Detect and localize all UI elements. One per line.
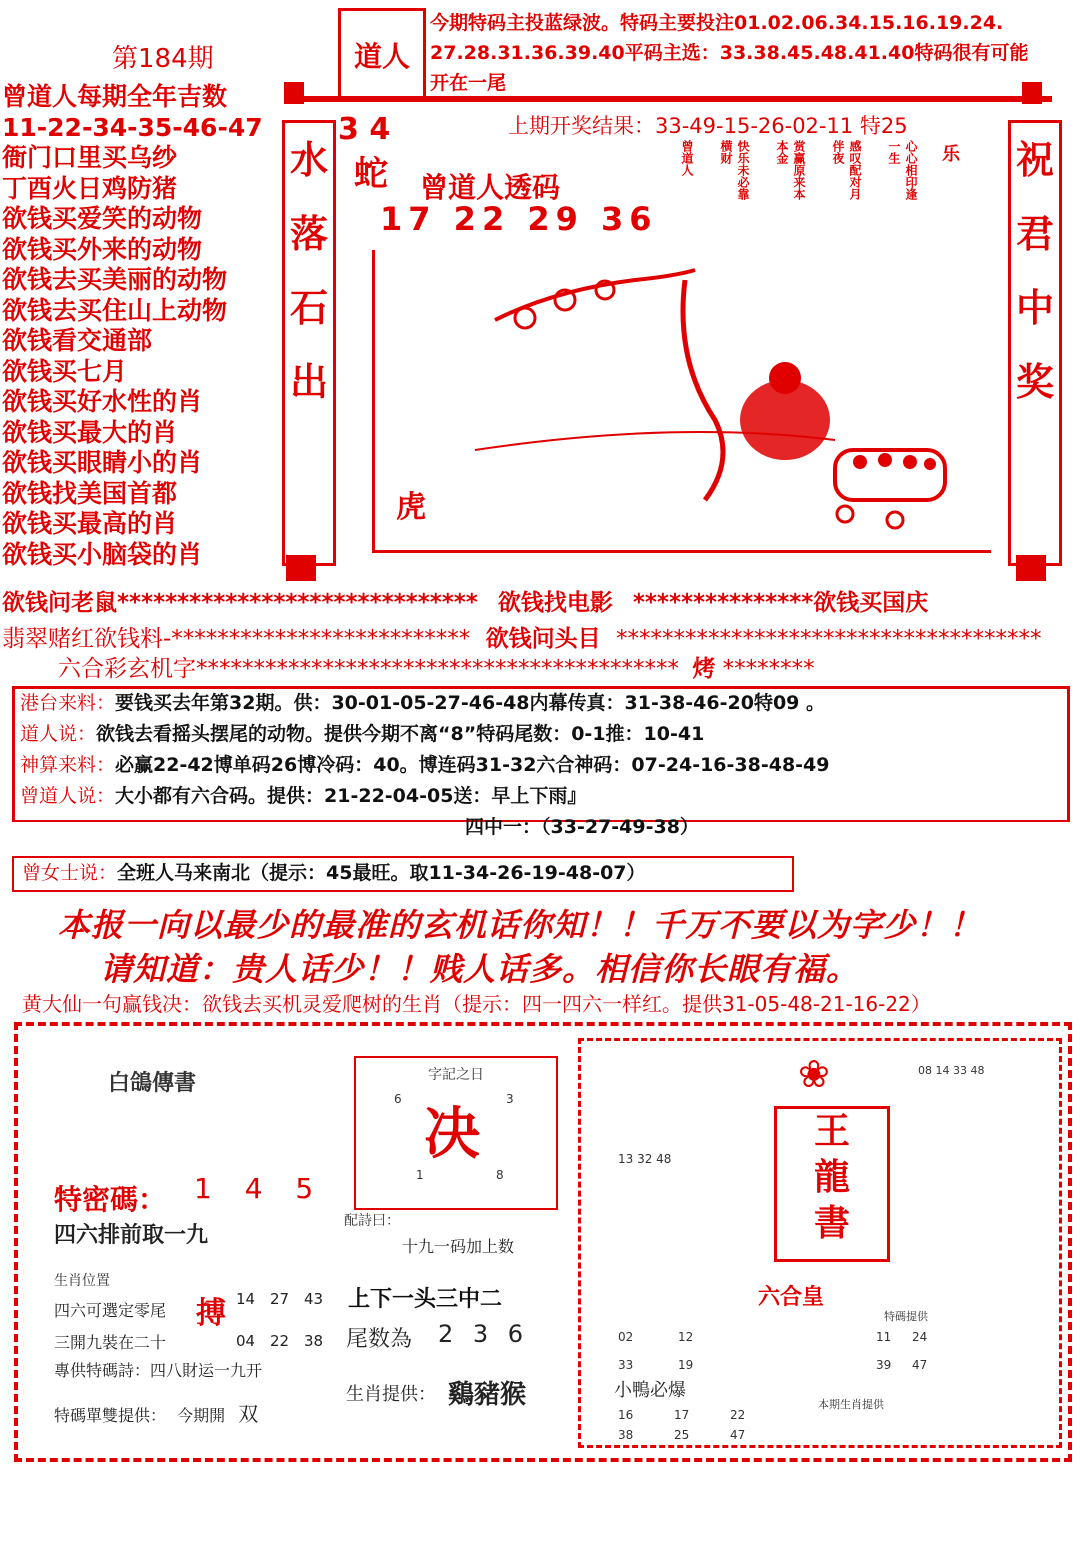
header-line: 27.28.31.36.39.40平码主选：33.38.45.48.41.40特码很有可能: [430, 42, 1029, 64]
wang-char: 書: [813, 1203, 850, 1244]
last-result: 上期开奖结果：33-49-15-26-02-11 特25: [508, 114, 908, 138]
jue-panel: [354, 1056, 558, 1210]
banner-char: 奖: [1015, 360, 1054, 404]
ask-text: 六合彩玄机字******************************************: [58, 656, 679, 682]
info-row: [14, 858, 792, 889]
info-key: 曾女士说：: [22, 862, 118, 884]
liuhe-title: 六合皇: [758, 1285, 825, 1310]
special-code-label: 特碼提供: [884, 1310, 928, 1323]
right-number-grid-2: [876, 1330, 948, 1372]
ask-text: 翡翠赌红欲钱料-**************************: [2, 626, 471, 652]
ask-text: ***************欲钱买国庆: [632, 590, 929, 616]
left-lucky-numbers: 11-22-34-35-46-47: [2, 112, 263, 142]
info-key: 神算来料：: [20, 754, 116, 776]
verse-line: 曾道人: [680, 140, 694, 176]
info-value: 必赢22-42博单码26博冷码：40。博连码31-32六合神码：07-24-16-38-48-49: [115, 754, 830, 776]
grid-number: 33: [618, 1358, 634, 1372]
jue-title: 字記之日: [428, 1067, 484, 1083]
zodiac-position-label: 生肖位置: [54, 1273, 110, 1289]
huang-daxian-line: 黄大仙一句赢钱决：欲钱去买机灵爱爬树的生肖（提示：四一四六一样红。提供31-05-48-21-16-22）: [22, 992, 931, 1016]
zodiac-tiger: 虎: [396, 490, 426, 525]
verse-block: [680, 140, 960, 210]
header-line: 开在一尾: [430, 72, 507, 94]
grid-number: 17: [674, 1408, 690, 1422]
riddle-item: 丁酉火日鸡防猪: [2, 173, 178, 203]
top-right-numbers: 08 14 33 48: [918, 1064, 985, 1077]
grid-number: 04: [236, 1332, 256, 1350]
grid-number: 25: [674, 1428, 690, 1442]
riddle-item: 欲钱去买住山上动物: [2, 295, 228, 325]
odd-even-label: 特碼單雙提供：: [54, 1406, 167, 1425]
ask-text: 烤: [692, 656, 716, 682]
scene-numbers: 17 22 29 36: [380, 200, 658, 238]
riddle-item: 欲钱买外来的动物: [2, 234, 203, 264]
info-box-2: [12, 856, 794, 892]
ask-line-2: [2, 620, 1041, 653]
info-row: [20, 750, 1060, 781]
info-row: [20, 812, 1060, 843]
riddle-item: 欲钱买最大的肖: [2, 417, 178, 447]
white-dove-title: 白鴿傳書: [108, 1071, 197, 1096]
ask-line-1: [2, 584, 928, 617]
left-vertical-banner: [282, 120, 336, 566]
info-box-lines: [20, 688, 1060, 843]
rule-line: 專供特碼詩：四八財运一九开: [54, 1361, 263, 1380]
grid-number: 43: [304, 1290, 324, 1308]
flower-icon: ❀: [798, 1052, 830, 1096]
right-vertical-banner: [1008, 120, 1062, 566]
grid-number: 14: [236, 1290, 256, 1308]
top-numbers: 3 4: [338, 112, 391, 147]
grid-number: 47: [730, 1428, 746, 1442]
info-value: 要钱买去年第32期。供：30-01-05-27-46-48内幕传真：31-38-46-20特09 。: [115, 692, 826, 714]
info-key: 曾道人说：: [20, 785, 116, 807]
zodiac-tip-label: 生肖提供：: [346, 1384, 436, 1405]
frame-cap-left: [284, 82, 304, 104]
banner-char: 君: [1015, 212, 1054, 256]
riddle-item: 欲钱买七月: [2, 356, 128, 386]
logo-text: 道人: [353, 40, 410, 73]
riddle-item: 欲钱买最高的肖: [2, 509, 178, 538]
grid-number: 02: [618, 1330, 634, 1344]
fisherman-illustration: [375, 250, 991, 550]
wang-block: [774, 1106, 890, 1262]
tm-label: 特密碼：: [54, 1183, 167, 1216]
odd-even-value: 双: [238, 1402, 259, 1426]
rule-line: 三開九裝在二十: [54, 1333, 167, 1352]
grid-number: 39: [876, 1358, 892, 1372]
frame-top-bar: [284, 96, 1052, 102]
banner-base-left: [286, 555, 316, 581]
zodiac-provide-label: 本期生肖提供: [818, 1398, 884, 1411]
banner-char: 祝: [1015, 138, 1054, 182]
wang-char: 王: [813, 1111, 850, 1152]
poem-label: 配詩曰：: [344, 1213, 400, 1229]
ask-text: 欲钱问头目: [485, 626, 601, 652]
slogan-1: 本报一向以最少的最准的玄机话你知！！千万不要以为字少！！: [58, 906, 983, 944]
grid-number: 12: [678, 1330, 694, 1344]
info-value: 全班人马来南北（提示：45最旺。取11-34-26-19-48-07）: [117, 862, 646, 884]
fu-char: 搏: [196, 1296, 226, 1331]
banner-char: 石: [289, 286, 328, 330]
jue-number: 1: [416, 1168, 424, 1182]
issue-number: 第184期: [112, 44, 214, 74]
verse-tag: 乐: [942, 144, 960, 165]
info-value: 欲钱去看摇头摆尾的动物。提供今期不离“8”特码尾数：0-1推：10-41: [96, 723, 705, 745]
daoren-logo: [338, 8, 426, 102]
tail-numbers: 2 3 6: [438, 1320, 530, 1348]
ask-line-3: [58, 650, 815, 683]
header-line: 今期特码主投蓝绿波。特码主要投注01.02.06.34.15.16.19.24.: [430, 12, 1004, 34]
grid-number: 19: [678, 1358, 694, 1372]
jue-number: 6: [394, 1092, 402, 1106]
header-announcement: [430, 8, 1070, 98]
bottom-number-grid: [618, 1408, 786, 1442]
riddle-item: 欲钱买眼睛小的肖: [2, 448, 203, 477]
riddle-item: 欲钱买爱笑的动物: [2, 204, 203, 233]
tm-numbers: 1 4 5: [194, 1172, 326, 1205]
info-key: 道人说：: [20, 723, 97, 745]
verse-line: 感叹配对月伴夜: [831, 140, 862, 200]
number-grid: [236, 1290, 334, 1350]
riddle-item: 欲钱看交通部: [2, 326, 153, 355]
odd-even-prefix: 今期開: [177, 1406, 226, 1425]
xiaoya-label: 小鴨必爆: [614, 1380, 686, 1401]
white-dove-panel: [48, 1066, 298, 1166]
grid-number: 27: [270, 1290, 290, 1308]
riddle-item: 欲钱去买美丽的动物: [2, 265, 228, 294]
ask-text: *************************************: [615, 626, 1042, 652]
bottom-section: [14, 1022, 1072, 1462]
riddle-item: 欲钱买好水性的肖: [2, 387, 203, 416]
tm-rule: 四六排前取一九: [54, 1223, 209, 1248]
riddle-item: 衙门口里买乌纱: [2, 143, 178, 172]
wang-char: 龍: [813, 1157, 850, 1198]
riddle-item: 欲钱找美国首都: [2, 478, 178, 508]
odd-even-line: [54, 1398, 258, 1427]
banner-base-right: [1016, 555, 1046, 581]
left-riddle-list: [2, 82, 282, 570]
grid-number: 16: [618, 1408, 634, 1422]
jue-number: 3: [506, 1092, 514, 1106]
ask-text: ********: [722, 656, 815, 682]
grid-number: 24: [912, 1330, 928, 1344]
grid-number: 22: [730, 1408, 746, 1422]
banner-char: 水: [289, 138, 328, 182]
grid-number: 38: [304, 1332, 324, 1350]
info-row: [20, 688, 1060, 719]
zodiac-snake: 蛇: [354, 154, 388, 194]
jue-number: 8: [496, 1168, 504, 1182]
poem-text: 十九一码加上数: [402, 1237, 515, 1256]
ask-text: 欲钱问老鼠******************************: [2, 590, 478, 616]
head-tail-tip: 上下一头三中二: [348, 1287, 503, 1312]
grid-number: 47: [912, 1358, 928, 1372]
info-key: 港台来料：: [20, 692, 116, 714]
jue-char: 决: [424, 1102, 480, 1167]
scene-illustration: [372, 250, 991, 553]
info-value: 大小都有六合码。提供：21-22-04-05送：早上下雨』: [115, 785, 587, 807]
verse-line: 赏赢原来本本金: [775, 140, 806, 200]
left-title: 曾道人每期全年吉数: [2, 82, 228, 111]
grid-number: 22: [270, 1332, 290, 1350]
grid-number: 38: [618, 1428, 634, 1442]
frame-cap-right: [1022, 82, 1042, 104]
mid-numbers: 13 32 48: [618, 1152, 672, 1166]
right-number-grid: [618, 1330, 738, 1372]
tail-label: 尾数為: [346, 1327, 413, 1352]
info-row: [20, 781, 1060, 812]
banner-char: 出: [289, 360, 328, 404]
info-row: [20, 719, 1060, 750]
banner-char: 落: [289, 212, 328, 256]
slogan-2: 请知道：贵人话少！！贱人话多。相信你长眼有福。: [100, 950, 860, 988]
info-value: 四中一：（33-27-49-38）: [465, 816, 699, 838]
verse-line: 快乐未必靠横财: [719, 140, 750, 200]
ask-text: 欲钱找电影: [497, 590, 613, 616]
grid-number: 11: [876, 1330, 892, 1344]
toumat-title: 曾道人透码: [420, 171, 561, 204]
banner-char: 中: [1015, 286, 1054, 330]
verse-line: 心心相印逢一生: [887, 140, 918, 200]
riddle-item: 欲钱买小脑袋的肖: [2, 539, 203, 569]
zodiac-tip: 鷄豬猴: [448, 1380, 527, 1410]
rule-line: 四六可選定零尾: [54, 1301, 167, 1320]
